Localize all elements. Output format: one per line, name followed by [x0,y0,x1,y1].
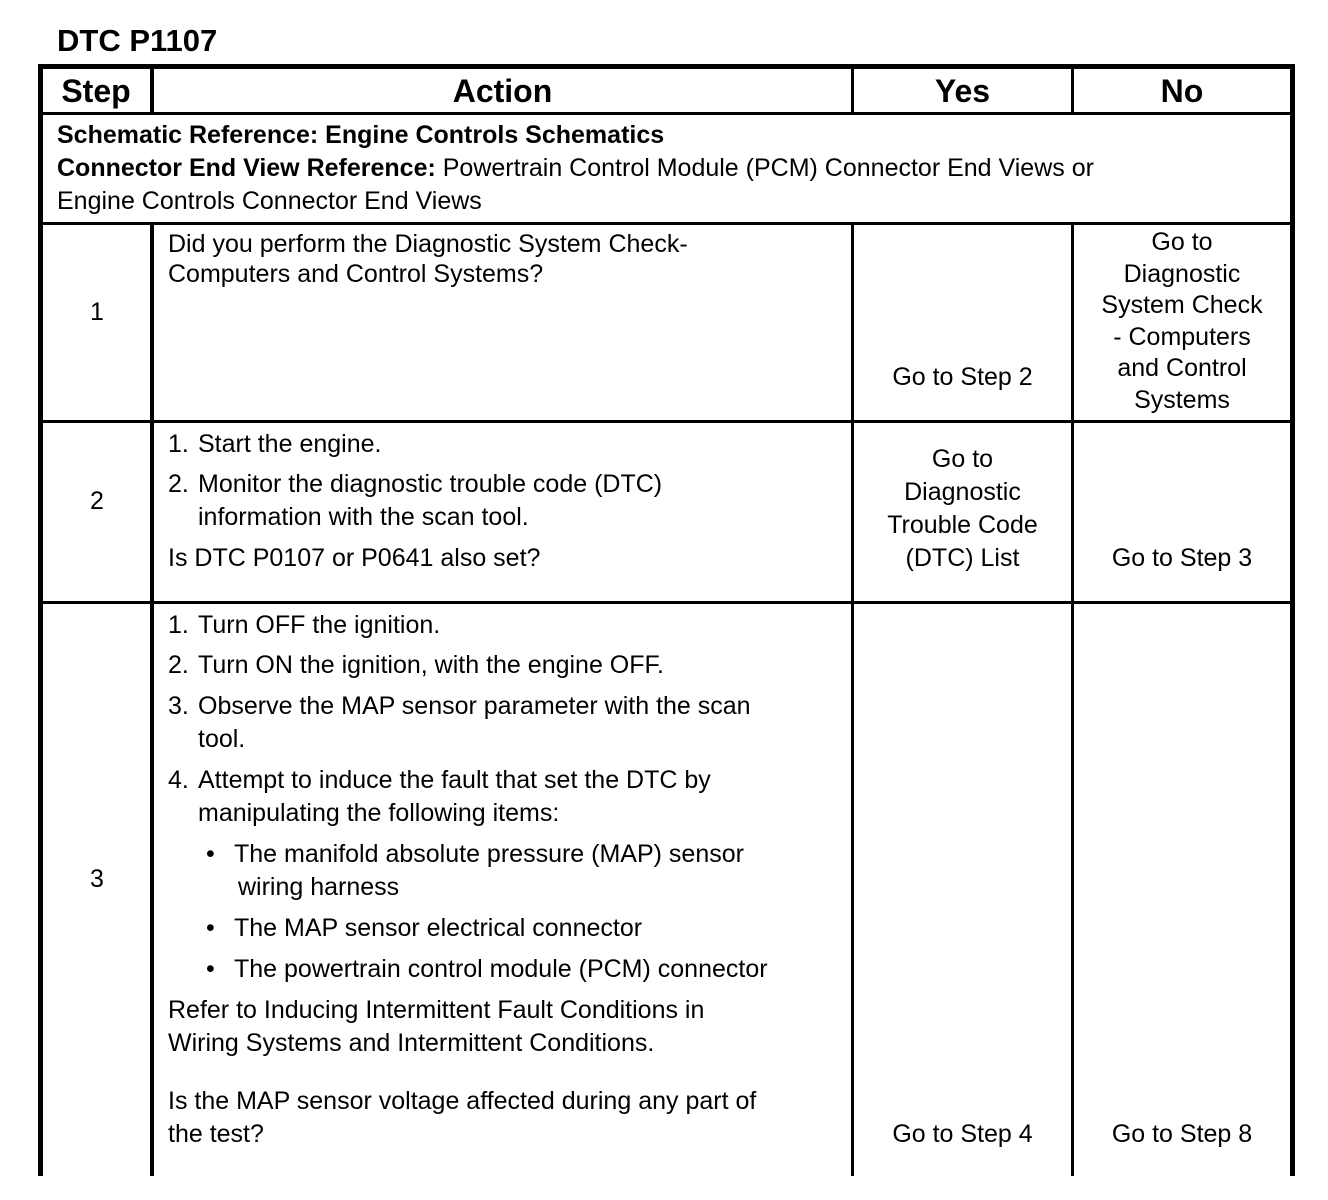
connector-reference [57,152,1277,185]
row1-divider [38,420,1295,423]
header-step: Step [61,73,131,109]
table-border-left [38,64,43,1176]
action-item: 4. Attempt to induce the fault that set the DTC by manipulating the following items: [168,766,711,827]
step-number: 2 [90,487,104,515]
action-reference-note: Refer to Inducing Intermittent Fault Conditions in Wiring Systems and Intermittent Conditions. [168,996,705,1057]
yes-result: Go to Step 4 [892,1120,1033,1148]
action-item: 3. Observe the MAP sensor parameter with the scan tool. [168,692,751,753]
connector-reference-label: Connector End View Reference: [57,154,436,182]
action-question: Is DTC P0107 or P0641 also set? [168,544,541,572]
action-text: Did you perform the Diagnostic System Check- Computers and Control Systems? [168,230,688,288]
bullet-item: • The manifold absolute pressure (MAP) sensor wiring harness [206,840,744,901]
row2-divider [38,601,1295,604]
reference-block [57,119,1277,218]
header-no: No [1160,73,1204,109]
table-border-top [38,64,1295,69]
yes-result: Go to Diagnostic Trouble Code (DTC) List [887,445,1038,572]
yes-result: Go to Step 2 [892,363,1033,391]
bullet-dot: • [206,914,215,942]
action-item: 2. Monitor the diagnostic trouble code (DTC) information with the scan tool. [168,470,663,531]
schematic-reference: Schematic Reference: Engine Controls Schematics [57,121,665,149]
header-yes: Yes [934,73,991,109]
col-divider-step-body [150,222,154,1176]
step-number: 3 [90,865,104,893]
reference-divider [38,222,1295,225]
header-action: Action [452,73,553,109]
action-question: Is the MAP sensor voltage affected during any part of the test? [168,1087,757,1148]
bullet-dot: • [206,840,215,868]
action-item: 2. Turn ON the ignition, with the engine OFF. [168,651,664,679]
bullet-item: • The MAP sensor electrical connector [206,912,846,945]
table-border-right [1290,64,1295,1176]
header-divider [38,112,1295,115]
action-item: 1. Start the engine. [168,430,382,458]
step-number: 1 [90,298,104,326]
no-result: Go to Step 3 [1111,544,1253,572]
bullet-dot: • [206,955,215,983]
page-title: DTC P1107 [57,23,218,58]
no-result: Go to Step 8 [1111,1120,1253,1148]
action-item: 1. Turn OFF the ignition. [168,611,441,639]
bullet-item: • The powertrain control module (PCM) connector [206,953,846,986]
connector-reference-cont: Engine Controls Connector End Views [57,187,482,215]
no-result: Go to Diagnostic System Check - Computers and Control Systems [1101,228,1263,414]
connector-reference-text: Powertrain Control Module (PCM) Connector End Views or [435,154,1094,182]
